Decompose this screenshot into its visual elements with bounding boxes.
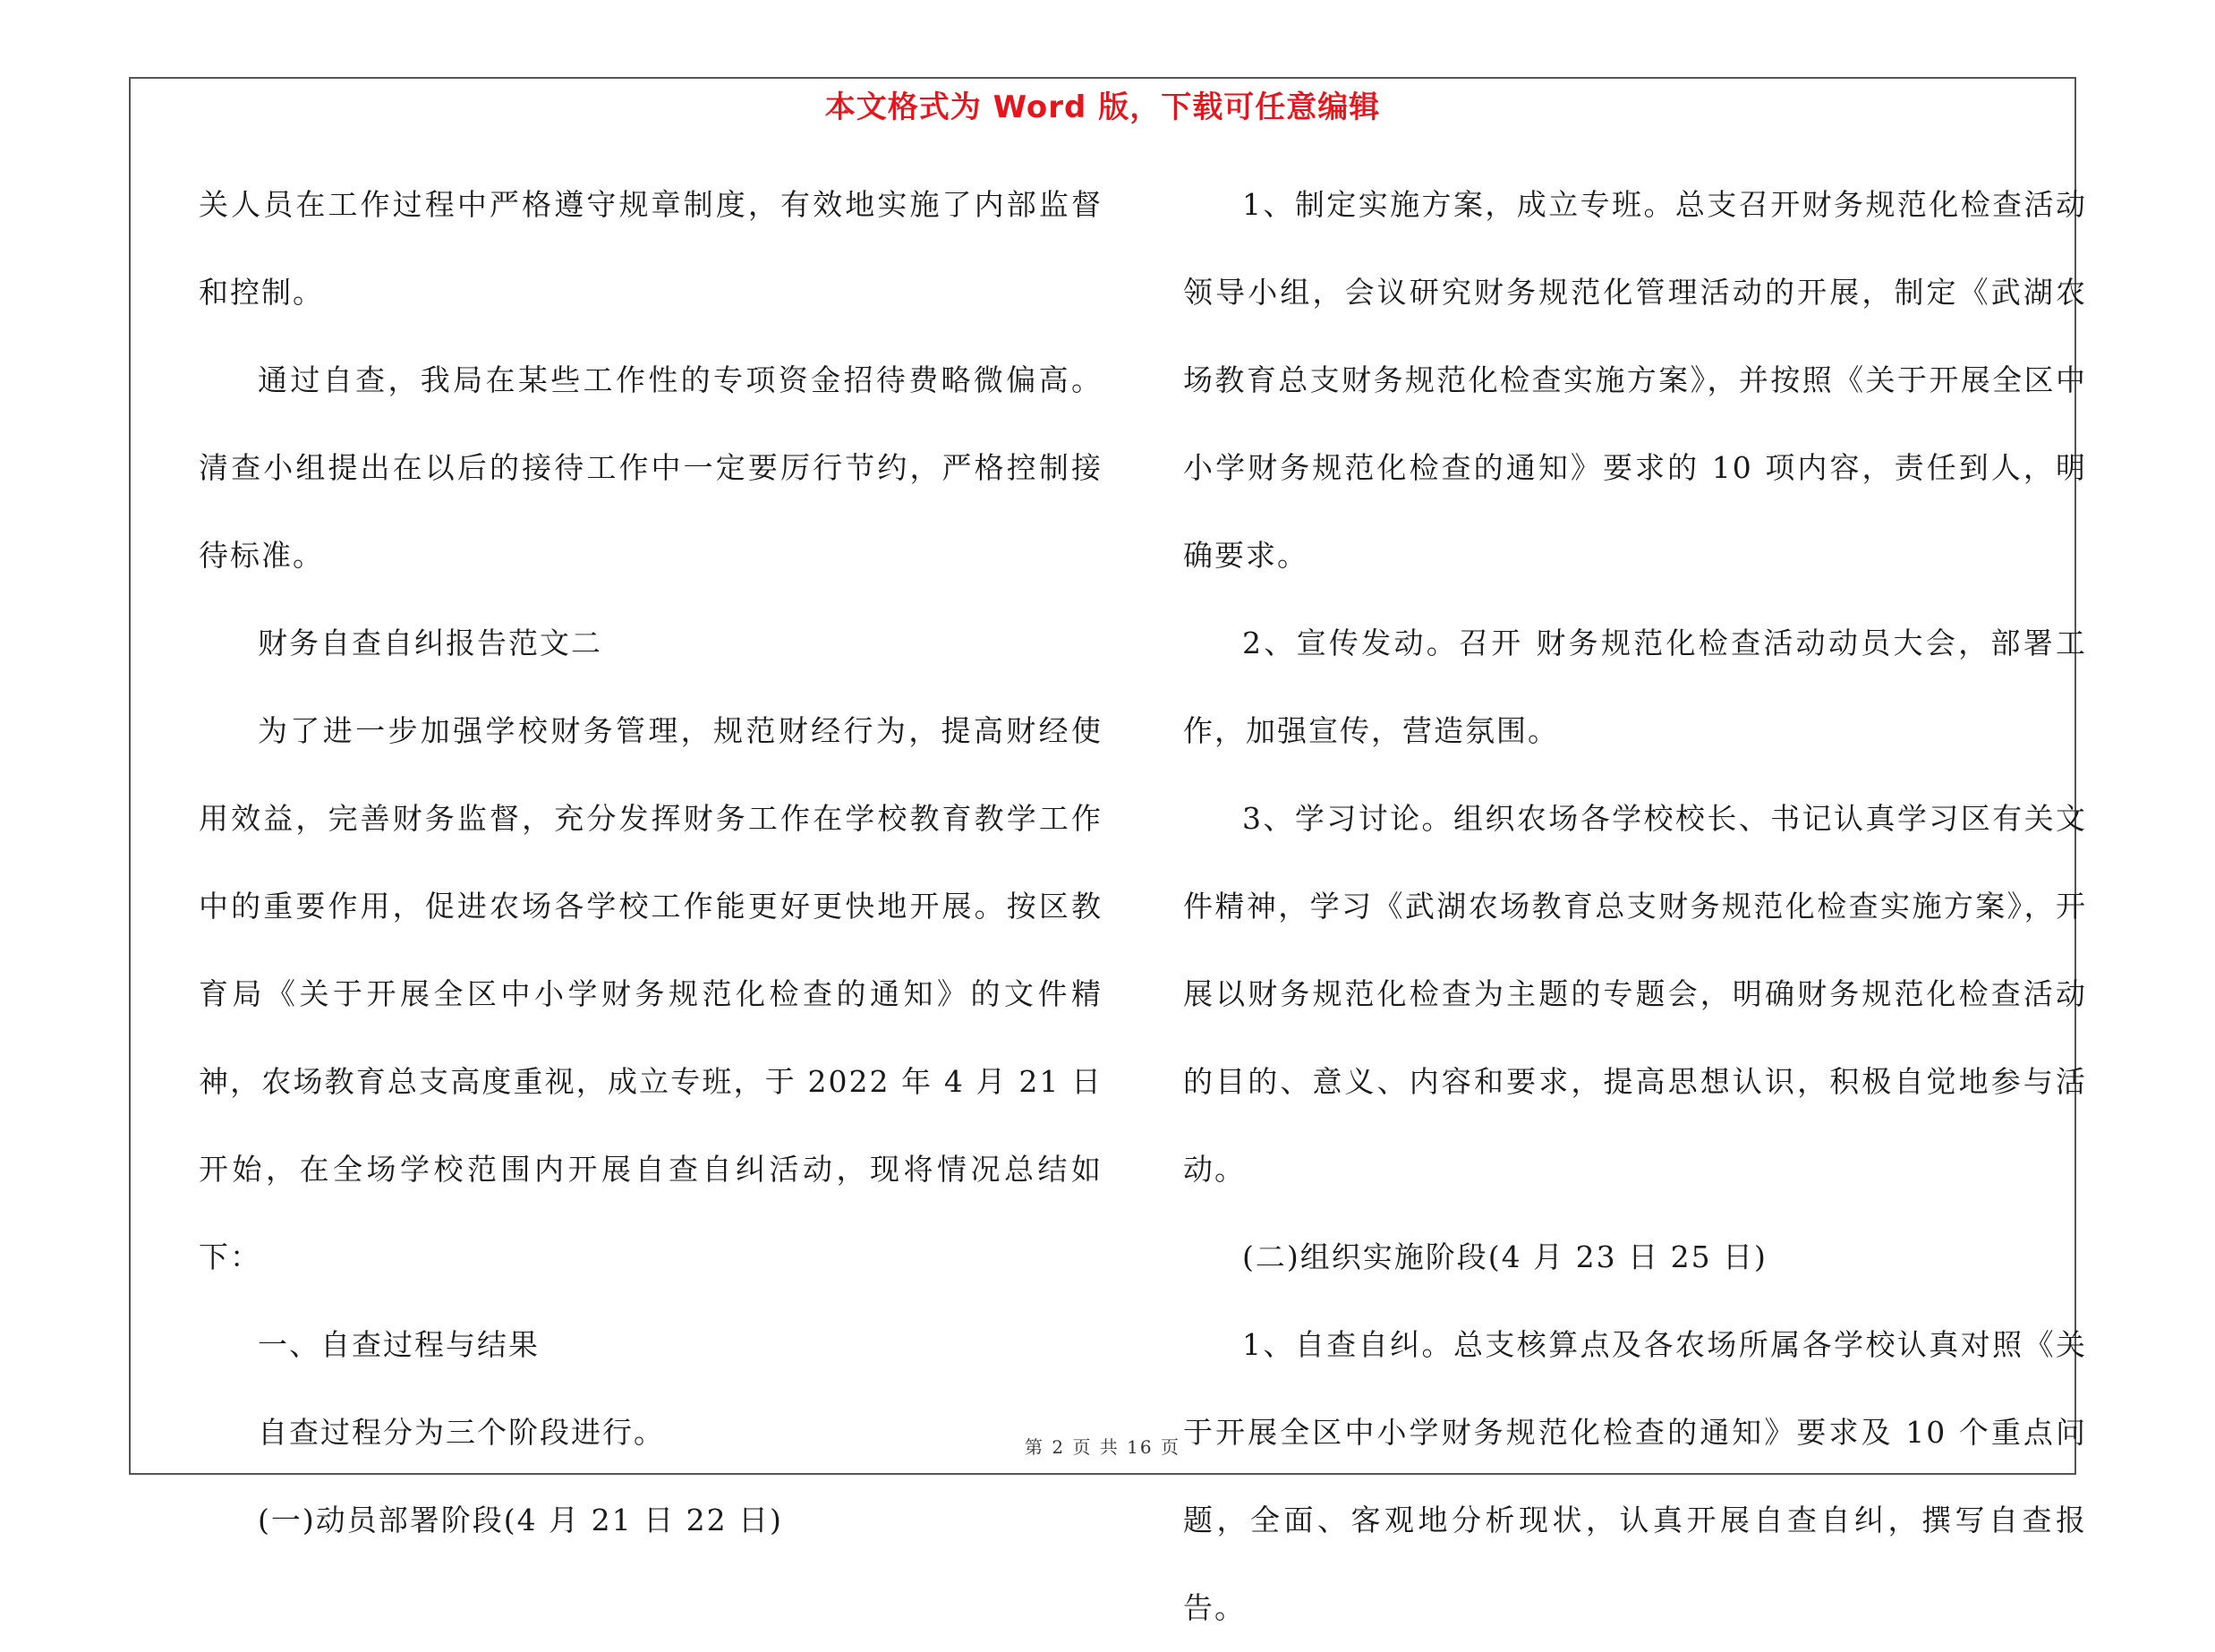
paragraph: 1、自查自纠。总支核算点及各农场所属各学校认真对照《关于开展全区中小学财务规范化检查的通知》要求及 10 个重点问题，全面、客观地分析现状，认真开展自查自纠，撰写自查报告。	[1183, 1327, 2087, 1625]
subsection-heading: (一)动员部署阶段(4 月 21 日 22 日)	[258, 1503, 783, 1537]
paragraph: 3、学习讨论。组织农场各学校校长、书记认真学习区有关文件精神，学习《武湖农场教育总支财务规范化检查实施方案》，开展以财务规范化检查为主题的专题会，明确财务规范化检查活动的目的、意义、内容和要求，提高思想认识，积极自觉地参与活动。	[1183, 801, 2087, 1187]
paragraph: 自查过程分为三个阶段进行。	[258, 1415, 665, 1450]
page-number: 第 2 页 共 16 页	[1025, 1436, 1180, 1458]
paragraph-continuation: 关人员在工作过程中严格遵守规章制度，有效地实施了内部监督和控制。	[199, 187, 1103, 310]
paragraph: 2、宣传发动。召开 财务规范化检查活动动员大会，部署工作，加强宣传，营造氛围。	[1183, 626, 2087, 748]
left-text-column	[199, 161, 1103, 1564]
subsection-heading: (二)组织实施阶段(4 月 23 日 25 日)	[1242, 1239, 1768, 1274]
right-text-column	[1183, 161, 2087, 1652]
word-format-banner: 本文格式为 Word 版，下载可任意编辑	[824, 89, 1381, 125]
paragraph: 1、制定实施方案，成立专班。总支召开财务规范化检查活动领导小组，会议研究财务规范化管理活动的开展，制定《武湖农场教育总支财务规范化检查实施方案》，并按照《关于开展全区中小学财务规范化检查的通知》要求的 10 项内容，责任到人，明确要求。	[1183, 187, 2087, 573]
section-heading: 一、自查过程与结果	[258, 1327, 540, 1362]
paragraph: 为了进一步加强学校财务管理，规范财经行为，提高财经使用效益，完善财务监督，充分发挥财务工作在学校教育教学工作中的重要作用，促进农场各学校工作能更好更快地开展。按区教育局《关于开展全区中小学财务规范化检查的通知》的文件精神，农场教育总支高度重视，成立专班，于 2022 年 4 月 21 日开始，在全场学校范围内开展自查自纠活动，现将情况总结如下：	[199, 713, 1103, 1274]
section-title: 财务自查自纠报告范文二	[258, 626, 602, 660]
paragraph: 通过自查，我局在某些工作性的专项资金招待费略微偏高。清查小组提出在以后的接待工作中一定要厉行节约，严格控制接待标准。	[199, 362, 1103, 573]
